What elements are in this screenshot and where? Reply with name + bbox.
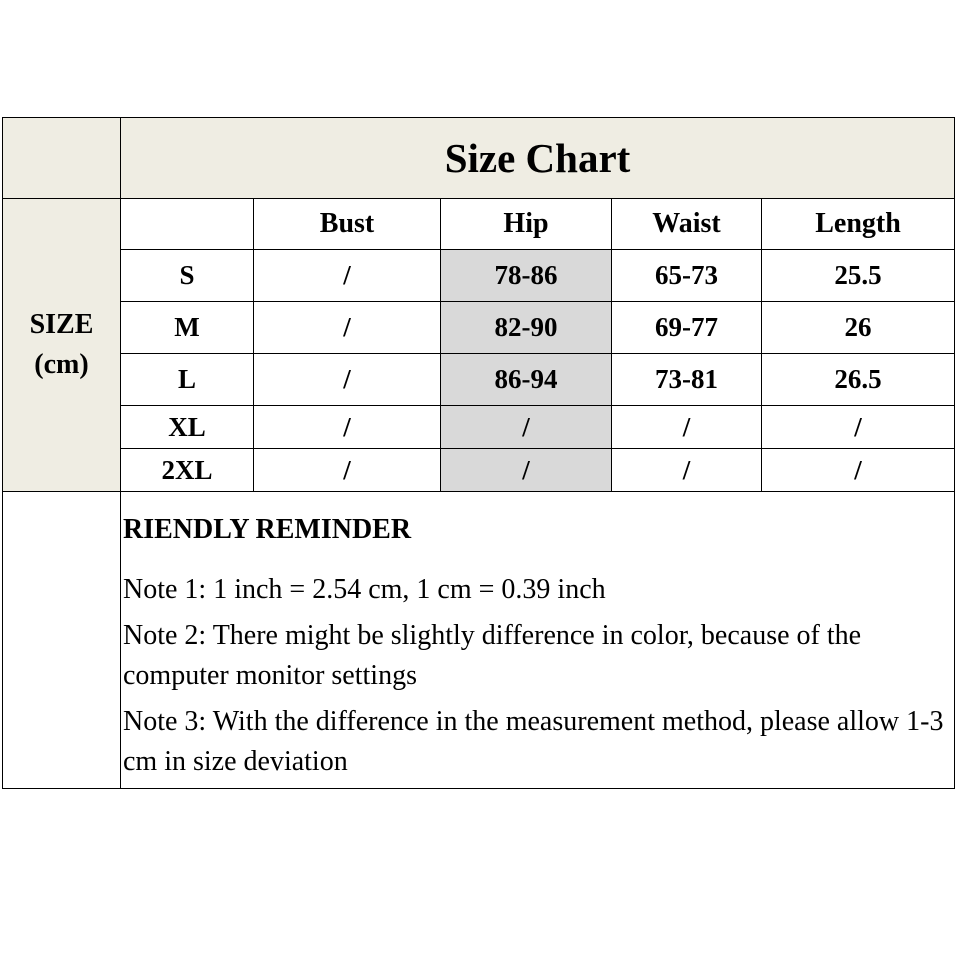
length-cell: / — [762, 406, 955, 449]
size-unit-label — [3, 199, 121, 492]
table-row — [3, 354, 955, 406]
waist-cell: / — [612, 406, 762, 449]
table-row — [3, 406, 955, 449]
reminder-title: RIENDLY REMINDER — [123, 514, 412, 545]
size-cell: S — [121, 250, 254, 302]
size-cell: 2XL — [121, 449, 254, 492]
bust-cell: / — [254, 406, 441, 449]
hip-cell: / — [441, 449, 612, 492]
size-cell: L — [121, 354, 254, 406]
waist-cell: 65-73 — [612, 250, 762, 302]
hip-cell: / — [441, 406, 612, 449]
note-3: Note 3: With the difference in the measurement method, please allow 1-3 cm in size deviation — [123, 706, 944, 777]
column-header-size — [121, 199, 254, 250]
length-cell: / — [762, 449, 955, 492]
bust-cell: / — [254, 250, 441, 302]
size-chart-table — [2, 117, 955, 789]
size-unit-text: (cm) — [34, 349, 89, 380]
note-2: Note 2: There might be slightly difference in color, because of the computer monitor settings — [123, 620, 862, 691]
bust-cell: / — [254, 449, 441, 492]
size-cell: M — [121, 302, 254, 354]
size-chart-sheet — [2, 117, 954, 782]
column-header-bust: Bust — [254, 199, 441, 250]
bust-cell: / — [254, 302, 441, 354]
chart-title: Size Chart — [121, 118, 955, 199]
waist-cell: / — [612, 449, 762, 492]
table-row — [3, 250, 955, 302]
hip-cell: 86-94 — [441, 354, 612, 406]
reminder-cell — [121, 492, 955, 789]
table-row — [3, 449, 955, 492]
table-row — [3, 302, 955, 354]
size-cell: XL — [121, 406, 254, 449]
size-label-text: SIZE — [29, 309, 94, 340]
column-header-waist: Waist — [612, 199, 762, 250]
length-cell: 25.5 — [762, 250, 955, 302]
hip-cell: 82-90 — [441, 302, 612, 354]
note-1: Note 1: 1 inch = 2.54 cm, 1 cm = 0.39 inch — [123, 574, 606, 605]
length-cell: 26 — [762, 302, 955, 354]
hip-cell: 78-86 — [441, 250, 612, 302]
column-header-hip: Hip — [441, 199, 612, 250]
bust-cell: / — [254, 354, 441, 406]
column-header-length: Length — [762, 199, 955, 250]
reminder-blank-cell — [3, 492, 121, 789]
waist-cell: 73-81 — [612, 354, 762, 406]
corner-cell — [3, 118, 121, 199]
length-cell: 26.5 — [762, 354, 955, 406]
waist-cell: 69-77 — [612, 302, 762, 354]
